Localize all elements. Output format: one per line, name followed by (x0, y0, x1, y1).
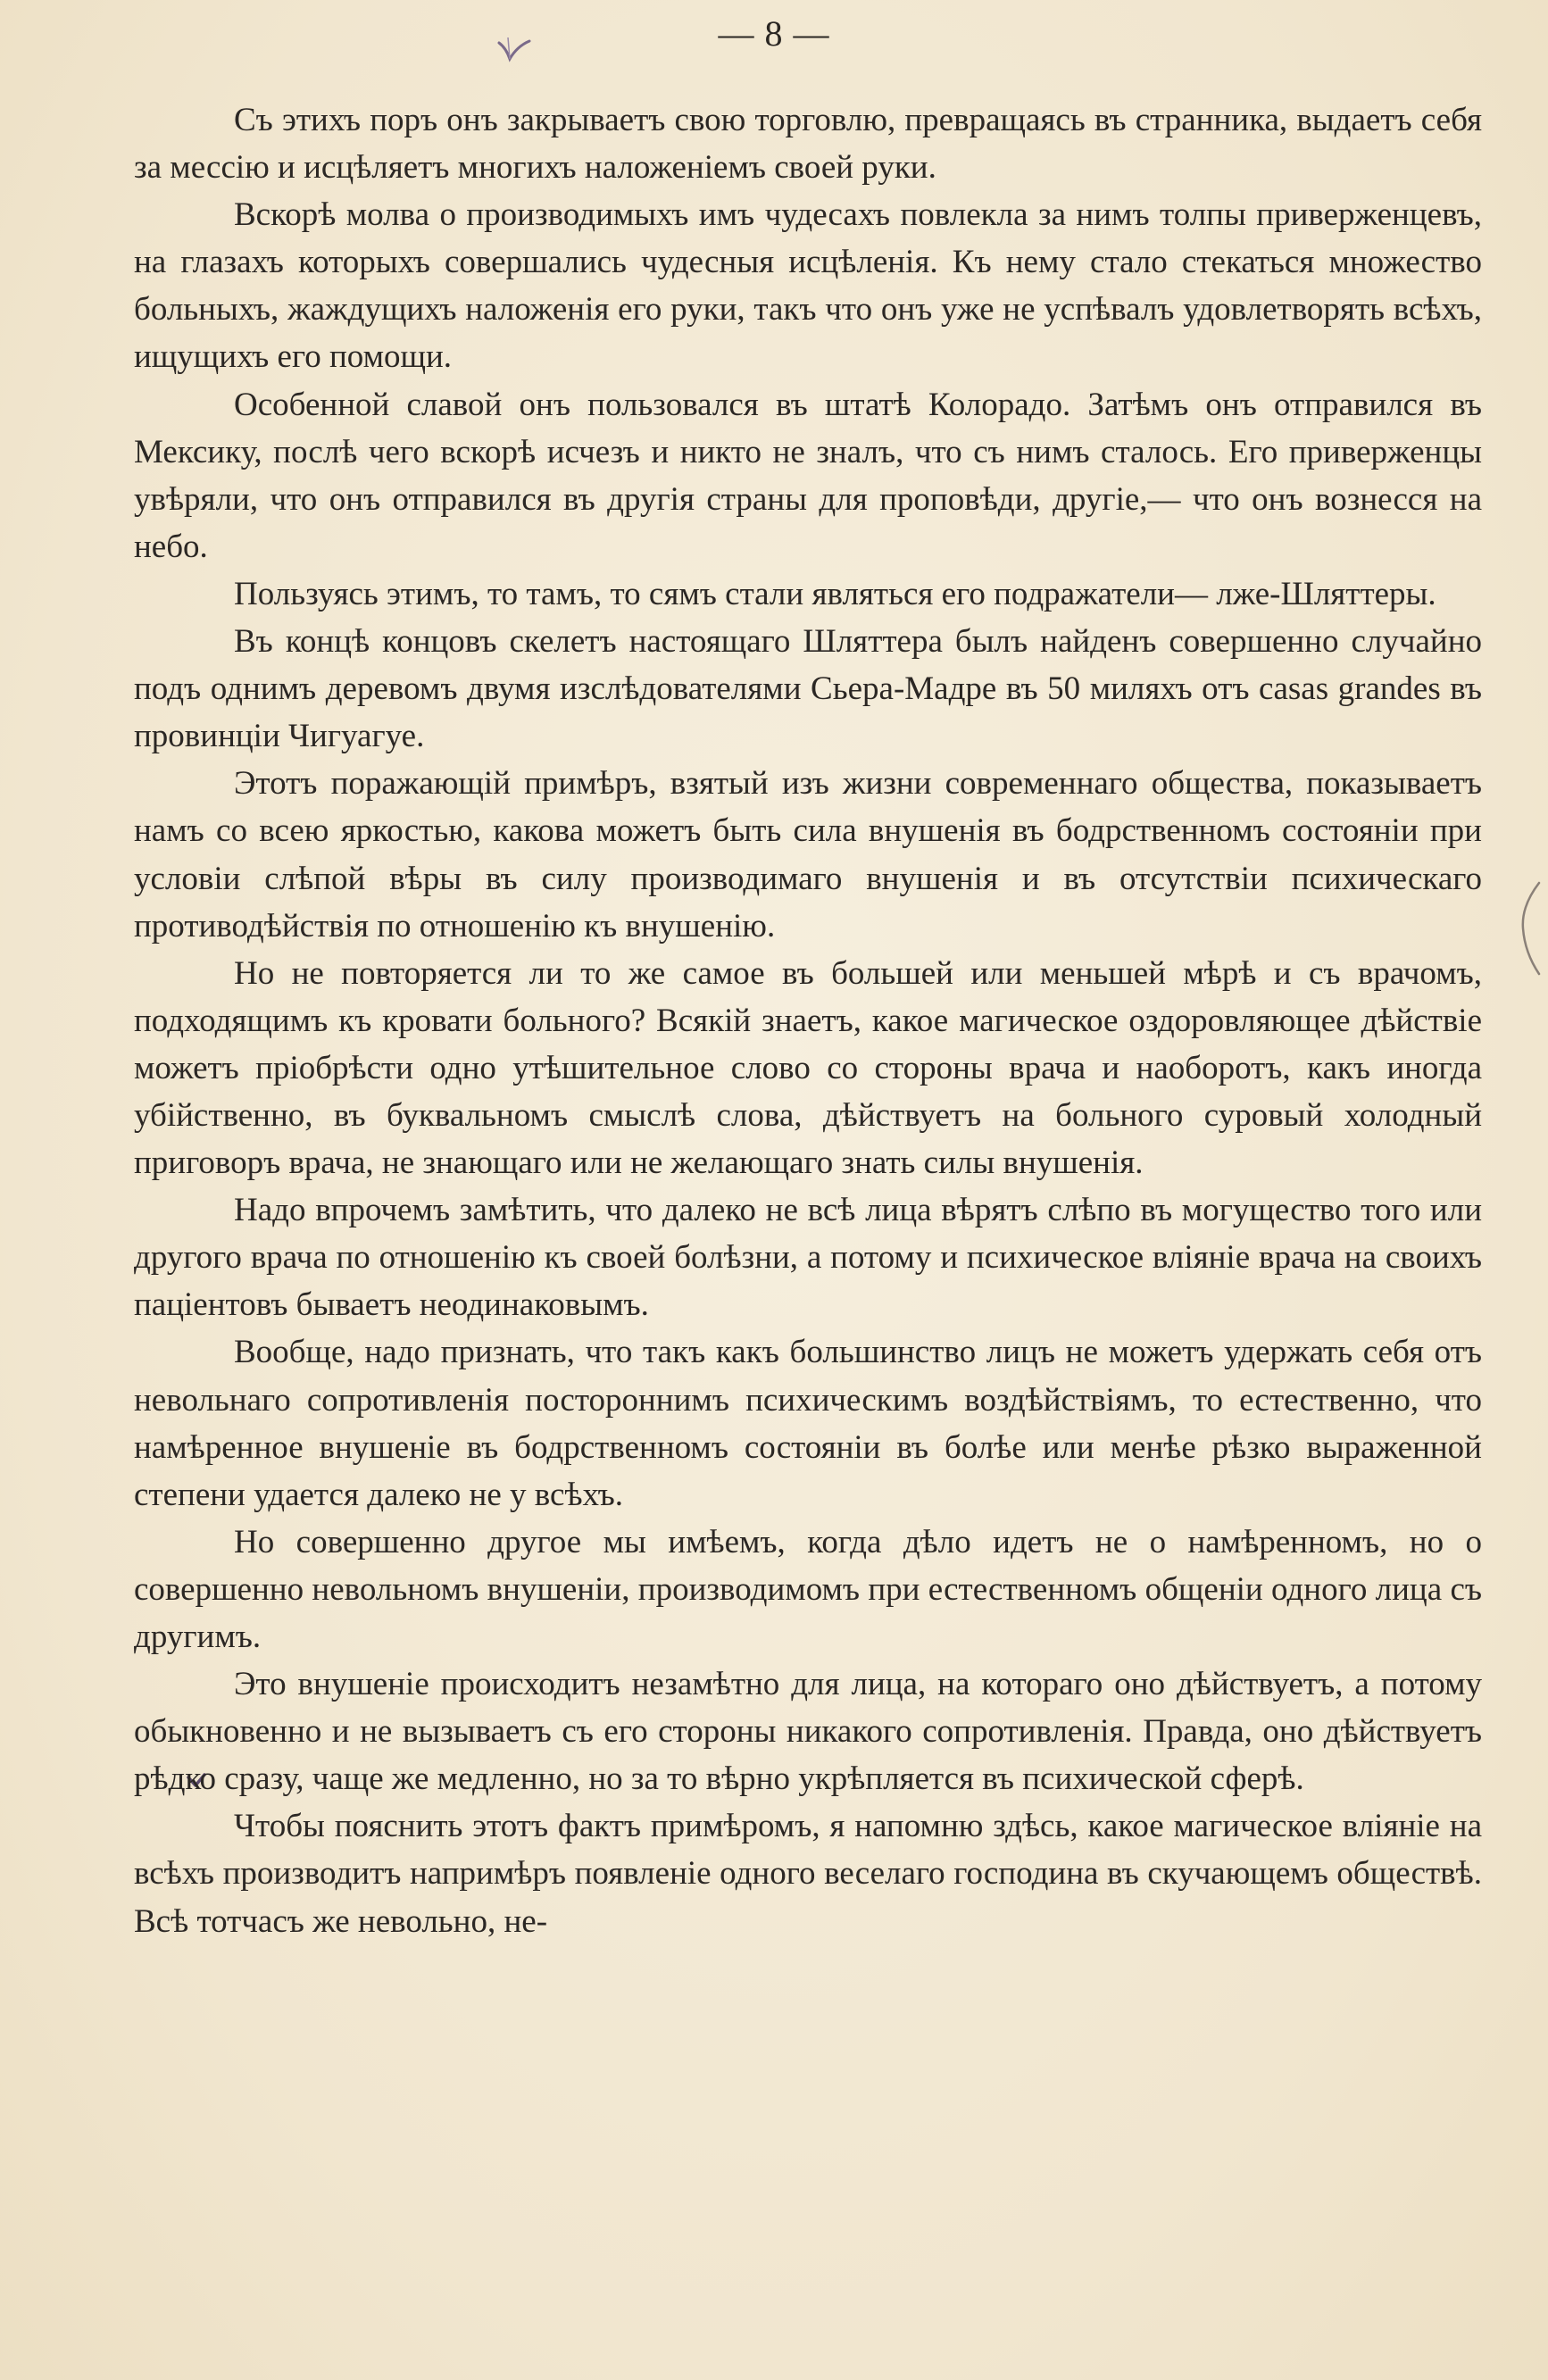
page-number: — 8 — (718, 13, 830, 54)
paragraph: Вообще, надо признать, что такъ какъ большинство лицъ не можетъ удержать себя отъ невольнаго сопротивленія постороннимъ психическимъ воздѣйствіямъ, то естественно, что намѣренное внушеніе въ бодрственномъ состояніи въ болѣе или менѣе рѣзко выраженной степени удается далеко не у всѣхъ. (134, 1334, 1482, 1513)
paragraph: Въ концѣ концовъ скелетъ настоящаго Шляттера былъ найденъ совершенно случайно подъ однимъ деревомъ двумя изслѣдователями Сьера-Мадре въ 50 миляхъ отъ casas grandes въ провинціи Чигуагуе. (134, 623, 1482, 755)
paragraph: Вскорѣ молва о производимыхъ имъ чудесахъ повлекла за нимъ толпы приверженцевъ, на глазахъ которыхъ совершались чудесныя исцѣленія. Къ нему стало стекаться множество больныхъ, жаждущихъ наложенія его руки, такъ что онъ уже не успѣвалъ удовлетворять всѣхъ, ищущихъ его помощи. (134, 196, 1482, 376)
paragraph: Съ этихъ поръ онъ закрываетъ свою торговлю, превращаясь въ странника, выдаетъ себя за мессію и исцѣляетъ многихъ наложеніемъ своей руки. (134, 102, 1482, 187)
pencil-tick-mark (495, 36, 533, 66)
margin-bracket-mark (1518, 879, 1543, 978)
paragraph: Но не повторяется ли то же самое въ большей или меньшей мѣрѣ и съ врачомъ, подходящимъ къ кровати больного? Всякій знаетъ, какое магическое оздоровляющее дѣйствіе можетъ пріобрѣсти одно утѣшительное слово со стороны врача и наоборотъ, какъ иногда убійственно, въ буквальномъ смыслѣ слова, дѣйствуетъ на больного суровый холодный приговоръ врача, не знающаго или не желающаго знать силы внушенія. (134, 954, 1482, 1182)
paragraph: Чтобы пояснить этотъ фактъ примѣромъ, я напомню здѣсь, какое магическое вліяніе на всѣхъ производитъ напримѣръ появленіе одного веселаго господина въ скучающемъ обществѣ. Всѣ тотчасъ же невольно, не- (134, 1808, 1482, 1940)
body-text (134, 96, 1482, 1945)
paragraph: Но совершенно другое мы имѣемъ, когда дѣло идетъ не о намѣренномъ, но о совершенно невольномъ внушеніи, производимомъ при естественномъ общеніи одного лица съ другимъ. (134, 1523, 1482, 1655)
paragraph: Пользуясь этимъ, то тамъ, то сямъ стали являться его подражатели— лже-Шляттеры. (234, 575, 1436, 612)
paragraph: Это внушеніе происходитъ незамѣтно для лица, на котораго оно дѣйствуетъ, а потому обыкновенно и не вызываетъ съ его стороны никакого сопротивленія. Правда, оно дѣйствуетъ рѣдко сразу, чаще же медленно, но за то вѣрно укрѣпляется въ психической сферѣ. (134, 1666, 1482, 1798)
paragraph: Особенной славой онъ пользовался въ штатѣ Колорадо. Затѣмъ онъ отправился въ Мексику, послѣ чего вскорѣ исчезъ и никто не зналъ, что съ нимъ сталось. Его приверженцы увѣряли, что онъ отправился въ другія страны для проповѣди, другіе,— что онъ вознесся на небо. (134, 386, 1482, 565)
paragraph: Этотъ поражающій примѣръ, взятый изъ жизни современнаго общества, показываетъ намъ со всею яркостью, какова можетъ быть сила внушенія въ бодрственномъ состояніи при условіи слѣпой вѣры въ силу производимаго внушенія и въ отсутствіи психическаго противодѣйствія по отношенію къ внушенію. (134, 765, 1482, 945)
paragraph: Надо впрочемъ замѣтить, что далеко не всѣ лица вѣрятъ слѣпо въ могущество того или другого врача по отношенію къ своей болѣзни, а потому и психическое вліяніе врача на своихъ паціентовъ бываетъ неодинаковымъ. (134, 1192, 1482, 1324)
